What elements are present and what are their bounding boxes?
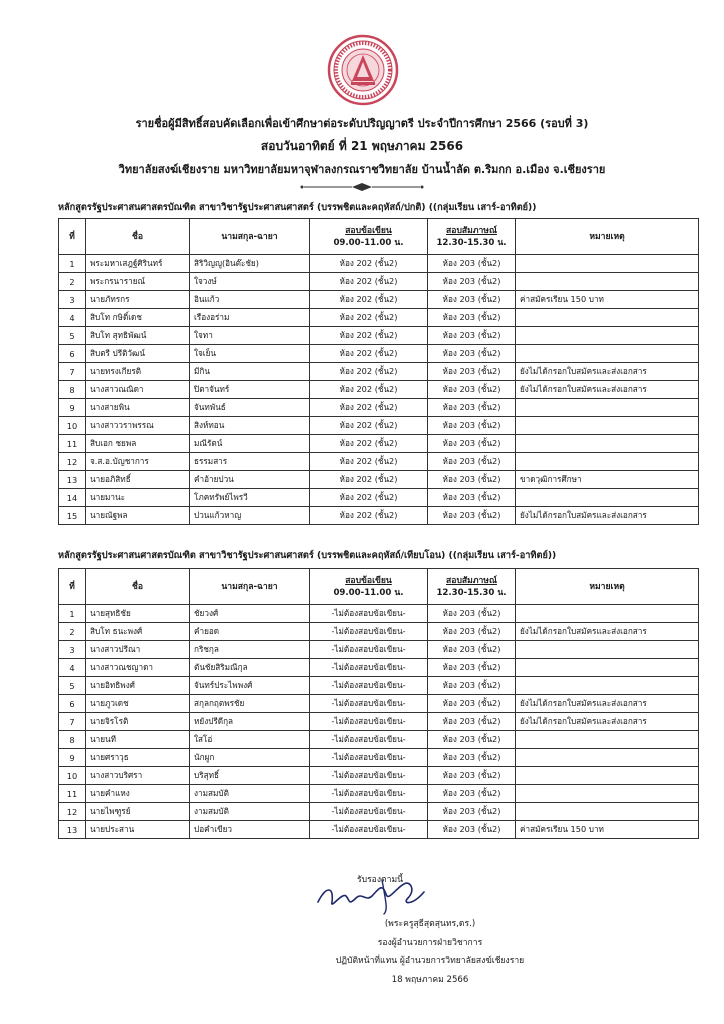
row-interview-room: ห้อง 203 (ชั้น2)	[428, 821, 516, 839]
row-name: นายณัฐพล	[86, 507, 190, 525]
col-interview-time: 12.30-15.30 น.	[436, 587, 507, 598]
row-remark	[516, 255, 699, 273]
row-exam-room: ห้อง 202 (ชั้น2)	[310, 363, 428, 381]
table-row	[59, 345, 699, 363]
row-surname: ธรรมสาร	[190, 453, 310, 471]
col-interview-label: สอบสัมภาษณ์	[446, 225, 497, 236]
row-interview-room: ห้อง 203 (ชั้น2)	[428, 255, 516, 273]
row-interview-room: ห้อง 203 (ชั้น2)	[428, 713, 516, 731]
row-exam-room: ห้อง 202 (ชั้น2)	[310, 453, 428, 471]
row-surname: ใสโอ่	[190, 731, 310, 749]
row-name: นายอภิสิทธิ์	[86, 471, 190, 489]
row-no: 7	[59, 363, 86, 381]
row-surname: หยังปรีดีกุล	[190, 713, 310, 731]
row-remark	[516, 731, 699, 749]
divider-ornament-icon	[300, 182, 424, 192]
row-no: 4	[59, 309, 86, 327]
doc-title-line1: รายชื่อผู้มีสิทธิ์สอบคัดเลือกเพื่อเข้าศึกษาต่อระดับปริญญาตรี ประจำปีการศึกษา 2566 (รอบที่ 3)	[135, 117, 589, 130]
row-name: นางสาววราพรรณ	[86, 417, 190, 435]
row-exam-room: -ไม่ต้องสอบข้อเขียน-	[310, 749, 428, 767]
row-interview-room: ห้อง 203 (ชั้น2)	[428, 507, 516, 525]
row-name: นางสาวปรีณา	[86, 641, 190, 659]
row-no: 2	[59, 273, 86, 291]
row-exam-room: ห้อง 202 (ชั้น2)	[310, 381, 428, 399]
col-remark: หมายเหตุ	[516, 569, 699, 605]
table-row	[59, 821, 699, 839]
row-name: พระมหาเสฎฐ์ศิรินทร์	[86, 255, 190, 273]
row-name: นางสาวบริศรา	[86, 767, 190, 785]
row-interview-room: ห้อง 203 (ชั้น2)	[428, 363, 516, 381]
row-surname: จันทร์ประไพพงศ์	[190, 677, 310, 695]
row-exam-room: -ไม่ต้องสอบข้อเขียน-	[310, 641, 428, 659]
row-exam-room: -ไม่ต้องสอบข้อเขียน-	[310, 785, 428, 803]
row-exam-room: ห้อง 202 (ชั้น2)	[310, 417, 428, 435]
row-exam-room: ห้อง 202 (ชั้น2)	[310, 345, 428, 363]
row-no: 5	[59, 327, 86, 345]
section1-title: หลักสูตรรัฐประศาสนศาสตรบัณฑิต สาขาวิชารัฐประศาสนศาสตร์ (บรรพชิตและคฤหัสถ์/ปกติ) ((กลุ่มเรียน เสาร์-อาทิตย์))	[58, 202, 537, 213]
row-remark	[516, 309, 699, 327]
row-exam-room: -ไม่ต้องสอบข้อเขียน-	[310, 803, 428, 821]
row-interview-room: ห้อง 203 (ชั้น2)	[428, 435, 516, 453]
row-surname: คำอ้ายปวน	[190, 471, 310, 489]
row-interview-room: ห้อง 203 (ชั้น2)	[428, 605, 516, 623]
section2-rows	[59, 605, 699, 839]
table-row	[59, 327, 699, 345]
row-no: 1	[59, 605, 86, 623]
section1-rows	[59, 255, 699, 525]
signer-name: (พระครูสุธีสุตสุนทร,ดร.)	[384, 919, 476, 929]
table-row	[59, 713, 699, 731]
row-no: 6	[59, 695, 86, 713]
row-name: นางสาวณณิดา	[86, 381, 190, 399]
table-row	[59, 363, 699, 381]
row-interview-room: ห้อง 203 (ชั้น2)	[428, 767, 516, 785]
row-remark: ยังไม่ได้กรอกใบสมัครและส่งเอกสาร	[516, 381, 699, 399]
table-row	[59, 273, 699, 291]
col-interview	[428, 219, 516, 255]
row-no: 4	[59, 659, 86, 677]
row-interview-room: ห้อง 203 (ชั้น2)	[428, 273, 516, 291]
row-exam-room: -ไม่ต้องสอบข้อเขียน-	[310, 623, 428, 641]
row-name: นายประสาน	[86, 821, 190, 839]
col-exam-time: 09.00-11.00 น.	[333, 587, 404, 598]
row-no: 10	[59, 767, 86, 785]
col-surname: นามสกุล-ฉายา	[190, 219, 310, 255]
row-no: 13	[59, 471, 86, 489]
row-name: นายศราวุธ	[86, 749, 190, 767]
row-exam-room: -ไม่ต้องสอบข้อเขียน-	[310, 659, 428, 677]
col-interview-label: สอบสัมภาษณ์	[446, 575, 497, 586]
table-row	[59, 435, 699, 453]
row-surname: โภคทรัพย์ไพรวี	[190, 489, 310, 507]
row-name: นายคำแหง	[86, 785, 190, 803]
row-name: สิบตรี ปรีติวัฒน์	[86, 345, 190, 363]
row-no: 3	[59, 641, 86, 659]
row-remark	[516, 489, 699, 507]
col-no: ที่	[59, 569, 86, 605]
table-row	[59, 309, 699, 327]
row-remark	[516, 605, 699, 623]
row-surname: สิริวิญญู(อินต๊ะชัย)	[190, 255, 310, 273]
row-exam-room: ห้อง 202 (ชั้น2)	[310, 327, 428, 345]
row-remark	[516, 803, 699, 821]
doc-title-line2: สอบวันอาทิตย์ ที่ 21 พฤษภาคม 2566	[260, 139, 464, 153]
row-interview-room: ห้อง 203 (ชั้น2)	[428, 471, 516, 489]
table-row	[59, 489, 699, 507]
table-row	[59, 641, 699, 659]
row-interview-room: ห้อง 203 (ชั้น2)	[428, 695, 516, 713]
row-exam-room: ห้อง 202 (ชั้น2)	[310, 399, 428, 417]
row-surname: ใจเย็น	[190, 345, 310, 363]
row-interview-room: ห้อง 203 (ชั้น2)	[428, 489, 516, 507]
row-exam-room: ห้อง 202 (ชั้น2)	[310, 309, 428, 327]
row-remark	[516, 453, 699, 471]
row-exam-room: -ไม่ต้องสอบข้อเขียน-	[310, 677, 428, 695]
handwritten-signature	[312, 872, 432, 916]
row-no: 8	[59, 381, 86, 399]
row-remark	[516, 641, 699, 659]
col-no: ที่	[59, 219, 86, 255]
row-surname: นักผูก	[190, 749, 310, 767]
row-no: 11	[59, 435, 86, 453]
row-interview-room: ห้อง 203 (ชั้น2)	[428, 453, 516, 471]
section2-table	[58, 568, 699, 839]
row-remark	[516, 417, 699, 435]
row-interview-room: ห้อง 203 (ชั้น2)	[428, 641, 516, 659]
table-row	[59, 731, 699, 749]
row-interview-room: ห้อง 203 (ชั้น2)	[428, 381, 516, 399]
row-surname: งามสมบัติ	[190, 785, 310, 803]
row-interview-room: ห้อง 203 (ชั้น2)	[428, 623, 516, 641]
row-interview-room: ห้อง 203 (ชั้น2)	[428, 659, 516, 677]
sign-date: 18 พฤษภาคม 2566	[391, 975, 469, 985]
row-exam-room: -ไม่ต้องสอบข้อเขียน-	[310, 821, 428, 839]
row-interview-room: ห้อง 203 (ชั้น2)	[428, 731, 516, 749]
row-interview-room: ห้อง 203 (ชั้น2)	[428, 327, 516, 345]
row-name: นายภัทรกร	[86, 291, 190, 309]
row-surname: ชัยวงศ์	[190, 605, 310, 623]
row-no: 1	[59, 255, 86, 273]
row-exam-room: -ไม่ต้องสอบข้อเขียน-	[310, 731, 428, 749]
row-no: 9	[59, 399, 86, 417]
row-no: 5	[59, 677, 86, 695]
section1-table	[58, 218, 699, 525]
row-remark	[516, 767, 699, 785]
row-remark	[516, 327, 699, 345]
row-no: 12	[59, 803, 86, 821]
row-surname: กริชกุล	[190, 641, 310, 659]
col-exam-label: สอบข้อเขียน	[345, 225, 392, 236]
row-name: สิบโท ธนะพงศ์	[86, 623, 190, 641]
row-name: สิบโท กษิดิ์เดช	[86, 309, 190, 327]
row-surname: จันทพันธ์	[190, 399, 310, 417]
row-name: นางสาวณชญาดา	[86, 659, 190, 677]
signer-acting-position: ปฏิบัติหน้าที่แทน ผู้อำนวยการวิทยาลัยสงฆ์เชียงราย	[335, 956, 525, 966]
row-name: นายมานะ	[86, 489, 190, 507]
row-no: 6	[59, 345, 86, 363]
row-no: 13	[59, 821, 86, 839]
table-row	[59, 659, 699, 677]
row-remark: ยังไม่ได้กรอกใบสมัครและส่งเอกสาร	[516, 363, 699, 381]
row-no: 7	[59, 713, 86, 731]
col-exam-time: 09.00-11.00 น.	[333, 237, 404, 248]
table-row	[59, 471, 699, 489]
row-exam-room: -ไม่ต้องสอบข้อเขียน-	[310, 713, 428, 731]
row-name: นายภูวเดช	[86, 695, 190, 713]
row-surname: ปิตาจันทร์	[190, 381, 310, 399]
section2-title: หลักสูตรรัฐประศาสนศาสตรบัณฑิต สาขาวิชารัฐประศาสนศาสตร์ (บรรพชิตและคฤหัสถ์/เทียบโอน) ((กลุ่มเรียน เสาร์-อาทิตย์))	[58, 550, 557, 561]
row-name: นายไพฑูรย์	[86, 803, 190, 821]
row-no: 2	[59, 623, 86, 641]
col-exam	[310, 569, 428, 605]
row-remark: ยังไม่ได้กรอกใบสมัครและส่งเอกสาร	[516, 507, 699, 525]
row-remark	[516, 435, 699, 453]
row-exam-room: -ไม่ต้องสอบข้อเขียน-	[310, 767, 428, 785]
row-remark	[516, 785, 699, 803]
row-surname: มีกิน	[190, 363, 310, 381]
signer-position: รองผู้อำนวยการฝ่ายวิชาการ	[377, 938, 483, 948]
table-row	[59, 381, 699, 399]
row-surname: งามสมบัติ	[190, 803, 310, 821]
row-surname: บริสุทธิ์	[190, 767, 310, 785]
row-surname: ปอคำเขียว	[190, 821, 310, 839]
table-row	[59, 749, 699, 767]
row-no: 15	[59, 507, 86, 525]
row-exam-room: ห้อง 202 (ชั้น2)	[310, 291, 428, 309]
row-name: นางสายพิน	[86, 399, 190, 417]
row-interview-room: ห้อง 203 (ชั้น2)	[428, 399, 516, 417]
table-header-row	[59, 219, 699, 255]
row-interview-room: ห้อง 203 (ชั้น2)	[428, 291, 516, 309]
table-row	[59, 399, 699, 417]
row-no: 3	[59, 291, 86, 309]
row-remark: ขาดวุฒิการศึกษา	[516, 471, 699, 489]
row-exam-room: ห้อง 202 (ชั้น2)	[310, 471, 428, 489]
table-row	[59, 605, 699, 623]
row-exam-room: ห้อง 202 (ชั้น2)	[310, 255, 428, 273]
row-surname: อินแก้ว	[190, 291, 310, 309]
col-name: ชื่อ	[86, 219, 190, 255]
row-interview-room: ห้อง 203 (ชั้น2)	[428, 677, 516, 695]
row-interview-room: ห้อง 203 (ชั้น2)	[428, 309, 516, 327]
row-name: สิบโท สุทธิพัฒน์	[86, 327, 190, 345]
certify-text: รับรองตามนี้	[357, 875, 403, 885]
table-row	[59, 291, 699, 309]
col-exam-label: สอบข้อเขียน	[345, 575, 392, 586]
table-row	[59, 255, 699, 273]
row-interview-room: ห้อง 203 (ชั้น2)	[428, 803, 516, 821]
row-name: จ.ส.อ.บัญชาการ	[86, 453, 190, 471]
table-row	[59, 623, 699, 641]
table-row	[59, 767, 699, 785]
row-remark	[516, 399, 699, 417]
row-no: 14	[59, 489, 86, 507]
row-no: 12	[59, 453, 86, 471]
row-surname: มณีรัตน์	[190, 435, 310, 453]
doc-title-line3: วิทยาลัยสงฆ์เชียงราย มหาวิทยาลัยมหาจุฬาลงกรณราชวิทยาลัย บ้านน้ำลัด ต.ริมกก อ.เมือง จ.เชียงราย	[118, 163, 606, 176]
row-interview-room: ห้อง 203 (ชั้น2)	[428, 417, 516, 435]
row-interview-room: ห้อง 203 (ชั้น2)	[428, 749, 516, 767]
row-interview-room: ห้อง 203 (ชั้น2)	[428, 345, 516, 363]
row-remark: ยังไม่ได้กรอกใบสมัครและส่งเอกสาร	[516, 695, 699, 713]
row-name: นายทรงเกียรติ	[86, 363, 190, 381]
row-name: นายนที	[86, 731, 190, 749]
table-row	[59, 695, 699, 713]
row-remark: ค่าสมัครเรียน 150 บาท	[516, 291, 699, 309]
row-no: 11	[59, 785, 86, 803]
table-row	[59, 507, 699, 525]
row-name: นายสุทธิชัย	[86, 605, 190, 623]
row-name: พระกรนารายณ์	[86, 273, 190, 291]
row-remark	[516, 677, 699, 695]
col-surname: นามสกุล-ฉายา	[190, 569, 310, 605]
row-surname: ตันชัยสิริมณีกุล	[190, 659, 310, 677]
col-remark: หมายเหตุ	[516, 219, 699, 255]
table-row	[59, 453, 699, 471]
university-seal-icon	[327, 34, 399, 106]
row-surname: ใจทา	[190, 327, 310, 345]
row-exam-room: ห้อง 202 (ชั้น2)	[310, 507, 428, 525]
row-no: 10	[59, 417, 86, 435]
row-exam-room: -ไม่ต้องสอบข้อเขียน-	[310, 695, 428, 713]
row-exam-room: ห้อง 202 (ชั้น2)	[310, 273, 428, 291]
row-no: 9	[59, 749, 86, 767]
row-interview-room: ห้อง 203 (ชั้น2)	[428, 785, 516, 803]
row-surname: คำยอด	[190, 623, 310, 641]
col-exam	[310, 219, 428, 255]
row-remark: ค่าสมัครเรียน 150 บาท	[516, 821, 699, 839]
col-interview	[428, 569, 516, 605]
row-surname: สกุลกฤตพรชัย	[190, 695, 310, 713]
row-surname: เรืองอร่าม	[190, 309, 310, 327]
row-remark	[516, 659, 699, 677]
row-remark: ยังไม่ได้กรอกใบสมัครและส่งเอกสาร	[516, 713, 699, 731]
row-surname: ปวนแก้วหาญ	[190, 507, 310, 525]
row-remark	[516, 273, 699, 291]
row-no: 8	[59, 731, 86, 749]
table-row	[59, 677, 699, 695]
row-name: นายจิรโรติ	[86, 713, 190, 731]
row-exam-room: ห้อง 202 (ชั้น2)	[310, 489, 428, 507]
row-exam-room: -ไม่ต้องสอบข้อเขียน-	[310, 605, 428, 623]
row-name: นายอิทธิพงศ์	[86, 677, 190, 695]
col-name: ชื่อ	[86, 569, 190, 605]
table-row	[59, 803, 699, 821]
row-name: สิบเอก ชยพล	[86, 435, 190, 453]
row-remark	[516, 749, 699, 767]
row-remark: ยังไม่ได้กรอกใบสมัครและส่งเอกสาร	[516, 623, 699, 641]
row-remark	[516, 345, 699, 363]
table-row	[59, 417, 699, 435]
row-surname: ใจวงษ์	[190, 273, 310, 291]
table-row	[59, 785, 699, 803]
row-exam-room: ห้อง 202 (ชั้น2)	[310, 435, 428, 453]
table-header-row	[59, 569, 699, 605]
col-interview-time: 12.30-15.30 น.	[436, 237, 507, 248]
row-surname: สิงห์ทอน	[190, 417, 310, 435]
